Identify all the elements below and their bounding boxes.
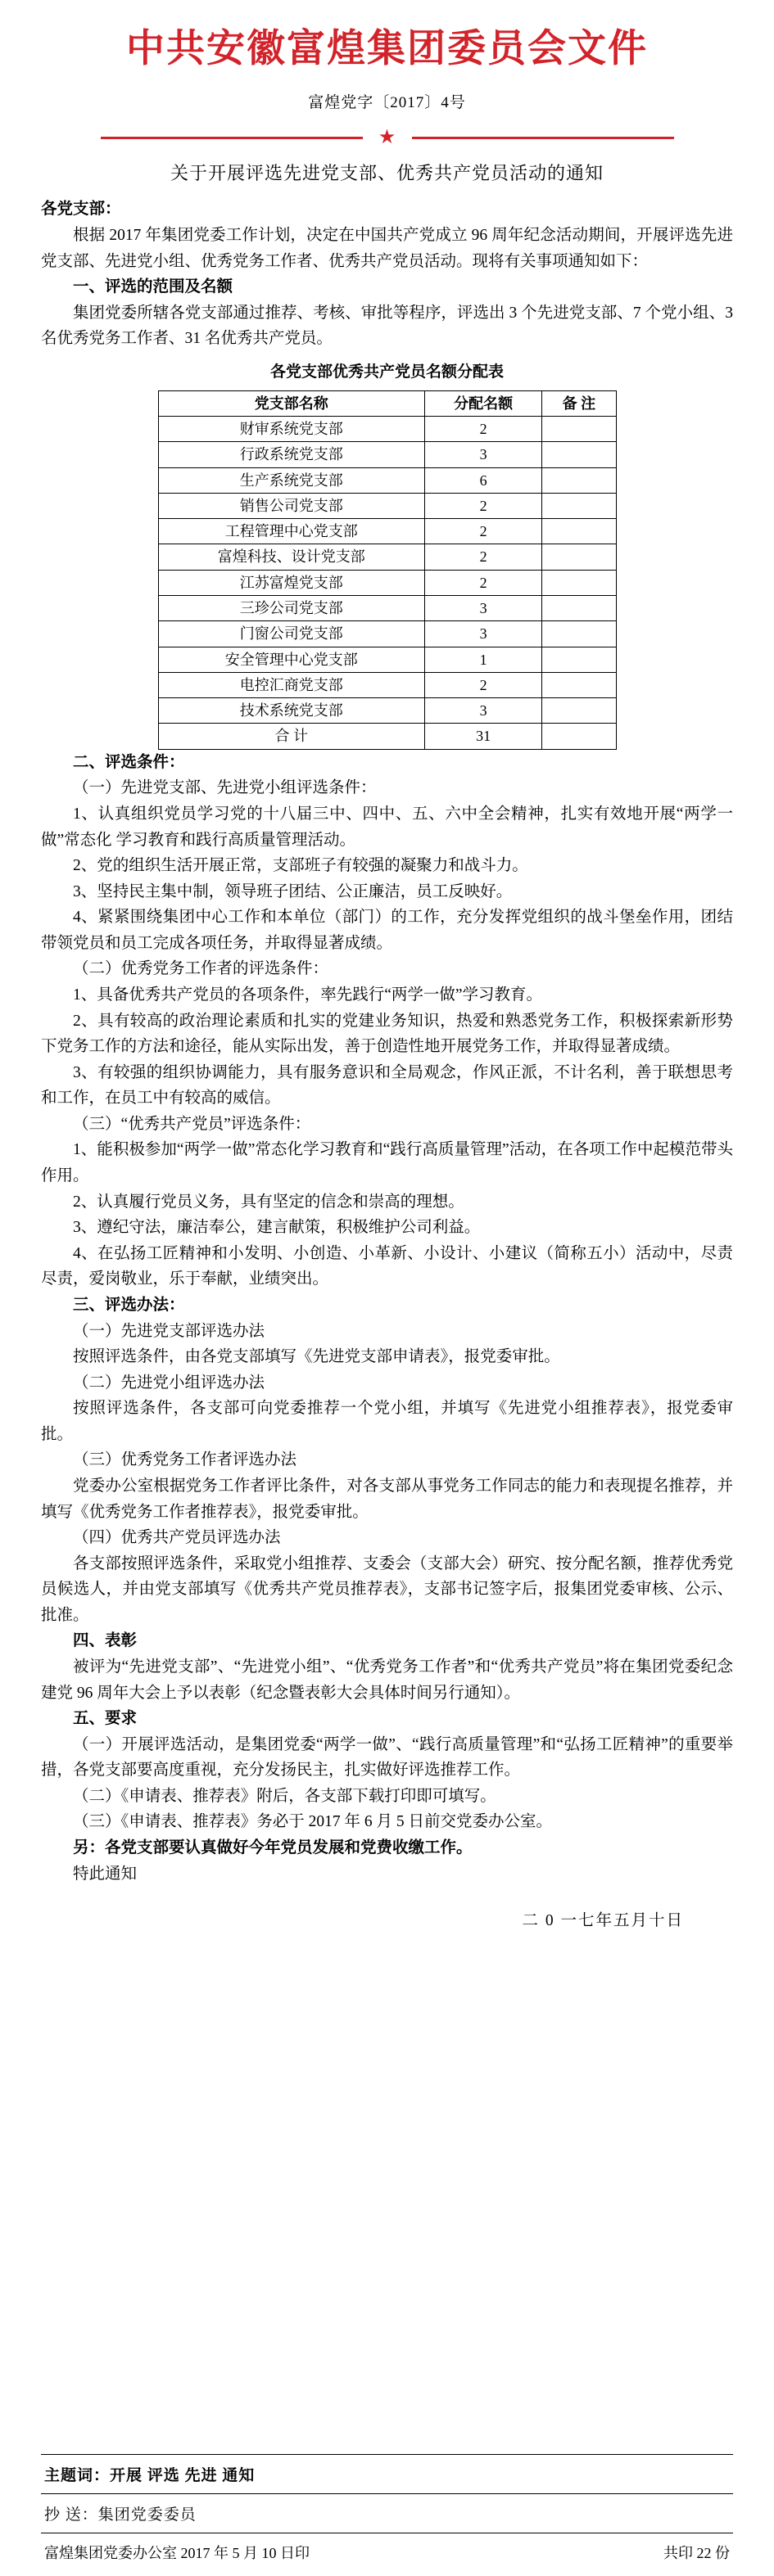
table-header-quota: 分配名额 bbox=[424, 390, 541, 416]
cell-quota: 2 bbox=[424, 416, 541, 441]
cell-total-note bbox=[542, 724, 616, 749]
section2-sub3-title: （三）“优秀共产党员”评选条件： bbox=[73, 1115, 311, 1133]
section5-item: （三）《申请表、推荐表》务必于 2017 年 6 月 5 日前交党委办公室。 bbox=[73, 1813, 553, 1831]
rule-line-left bbox=[101, 137, 363, 139]
footer-keywords: 主题词：开展 评选 先进 通知 bbox=[44, 2467, 256, 2484]
cell-quota: 2 bbox=[424, 570, 541, 595]
cell-quota: 1 bbox=[424, 647, 541, 672]
section2-title: 二、评选条件： bbox=[73, 753, 185, 771]
section5-item: （二）《申请表、推荐表》附后，各支部下载打印即可填写。 bbox=[73, 1787, 496, 1805]
document-number: 富煌党字〔2017〕4号 bbox=[308, 94, 466, 112]
cell-branch-name: 江苏富煌党支部 bbox=[158, 570, 424, 595]
cell-quota: 2 bbox=[424, 519, 541, 544]
table-row bbox=[158, 416, 616, 441]
issue-date: 二 0 一七年五月十日 bbox=[522, 1912, 684, 1930]
footer-issuer: 富煌集团党委办公室 2017 年 5 月 10 日印 bbox=[44, 2545, 310, 2561]
table-row bbox=[158, 442, 616, 467]
cell-note bbox=[542, 570, 616, 595]
section2-sub3-item: 2、认真履行党员义务，具有坚定的信念和崇高的理想。 bbox=[73, 1193, 464, 1211]
footer-divider-mid bbox=[41, 2493, 733, 2494]
table-row bbox=[158, 493, 616, 518]
section3-title: 三、评选办法： bbox=[73, 1296, 185, 1314]
star-icon: ★ bbox=[378, 127, 396, 149]
cell-quota: 3 bbox=[424, 596, 541, 621]
intro-paragraph: 根据 2017 年集团党委工作计划，决定在中国共产党成立 96 周年纪念活动期间，开展评选先进党支部、先进党小组、优秀党务工作者、优秀共产党员活动。现将有关事项通知如下： bbox=[41, 226, 733, 270]
cell-quota: 2 bbox=[424, 493, 541, 518]
table-row bbox=[158, 621, 616, 647]
table-row bbox=[158, 596, 616, 621]
allocation-table bbox=[158, 390, 617, 750]
section5-title: 五、要求 bbox=[73, 1710, 138, 1728]
section2-sub3-item: 3、遵纪守法，廉洁奉公，建言献策，积极维护公司利益。 bbox=[73, 1219, 481, 1237]
cell-total-label: 合 计 bbox=[158, 724, 424, 749]
cell-note bbox=[542, 467, 616, 493]
cell-branch-name: 生产系统党支部 bbox=[158, 467, 424, 493]
cell-note bbox=[542, 544, 616, 570]
table-row bbox=[158, 467, 616, 493]
footer-divider-top bbox=[41, 2454, 733, 2455]
document-subject: 关于开展评选先进党支部、优秀共产党员活动的通知 bbox=[170, 163, 604, 184]
section3-sub1-title: （一）先进党支部评选办法 bbox=[73, 1322, 265, 1340]
table-row bbox=[158, 519, 616, 544]
section2-sub3-item: 4、在弘扬工匠精神和小发明、小创造、小革新、小设计、小建议（简称五小）活动中，尽责尽责，爱岗敬业，乐于奉献，业绩突出。 bbox=[41, 1244, 733, 1288]
cell-branch-name: 行政系统党支部 bbox=[158, 442, 424, 467]
cell-branch-name: 安全管理中心党支部 bbox=[158, 647, 424, 672]
cell-branch-name: 财审系统党支部 bbox=[158, 416, 424, 441]
table-row bbox=[158, 544, 616, 570]
red-separator-rule bbox=[101, 129, 674, 147]
section2-sub2-title: （二）优秀党务工作者的评选条件： bbox=[73, 960, 329, 978]
cell-quota: 3 bbox=[424, 698, 541, 724]
document-footer bbox=[0, 2447, 774, 2576]
table-header-row bbox=[158, 390, 616, 416]
cell-branch-name: 电控汇商党支部 bbox=[158, 672, 424, 697]
section4-body: 被评为“先进党支部”、“先进党小组”、“优秀党务工作者”和“优秀共产党员”将在集团党委纪念建党 96 周年大会上予以表彰（纪念暨表彰大会具体时间另行通知）。 bbox=[41, 1658, 733, 1702]
document-content bbox=[41, 196, 733, 1933]
cell-note bbox=[542, 647, 616, 672]
section2-sub1-title: （一）先进党支部、先进党小组评选条件： bbox=[73, 779, 377, 797]
table-total-row bbox=[158, 724, 616, 749]
cell-note bbox=[542, 519, 616, 544]
cell-note bbox=[542, 442, 616, 467]
footer-copies: 共印 22 份 bbox=[663, 2545, 730, 2561]
cell-note bbox=[542, 621, 616, 647]
table-row bbox=[158, 698, 616, 724]
salutation: 各党支部： bbox=[41, 201, 121, 219]
section2-sub1-item: 1、认真组织党员学习党的十八届三中、四中、五、六中全会精神，扎实有效地开展“两学一做”常态化 学习教育和践行高质量管理活动。 bbox=[41, 805, 733, 849]
footer-copy-to: 抄 送：集团党委委员 bbox=[44, 2506, 197, 2524]
section5-item: （一）开展评选活动，是集团党委“两学一做”、“践行高质量管理”和“弘扬工匠精神”的重要举措，各党支部要高度重视，充分发扬民主，扎实做好评选推荐工作。 bbox=[41, 1735, 733, 1780]
cell-note bbox=[542, 416, 616, 441]
table-row bbox=[158, 570, 616, 595]
table-caption: 各党支部优秀共产党员名额分配表 bbox=[269, 363, 504, 381]
document-body bbox=[41, 26, 733, 1934]
cell-note bbox=[542, 672, 616, 697]
table-row bbox=[158, 672, 616, 697]
section2-sub3-item: 1、能积极参加“两学一做”常态化学习教育和“践行高质量管理”活动，在各项工作中起模范带头作用。 bbox=[41, 1141, 733, 1185]
section1-body: 集团党委所辖各党支部通过推荐、考核、审批等程序，评选出 3 个先进党支部、7 个党小组、3 名优秀党务工作者、31 名优秀共产党员。 bbox=[41, 304, 733, 348]
cell-quota: 6 bbox=[424, 467, 541, 493]
extra-note: 另：各党支部要认真做好今年党员发展和党费收缴工作。 bbox=[73, 1839, 473, 1857]
cell-branch-name: 工程管理中心党支部 bbox=[158, 519, 424, 544]
section2-sub1-item: 3、坚持民主集中制，领导班子团结、公正廉洁，员工反映好。 bbox=[73, 882, 513, 900]
section2-sub2-item: 1、具备优秀共产党员的各项条件，率先践行“两学一做”学习教育。 bbox=[73, 986, 543, 1004]
cell-quota: 3 bbox=[424, 621, 541, 647]
section2-sub2-item: 3、有较强的组织协调能力，具有服务意识和全局观念，作风正派，不计名利，善于联想思考和工作，在员工中有较高的威信。 bbox=[41, 1063, 733, 1108]
footer-issue-row bbox=[41, 2540, 733, 2565]
cell-quota: 3 bbox=[424, 442, 541, 467]
table-row bbox=[158, 647, 616, 672]
cell-quota: 2 bbox=[424, 672, 541, 697]
cell-branch-name: 三珍公司党支部 bbox=[158, 596, 424, 621]
section3-sub1-body: 按照评选条件，由各党支部填写《先进党支部申请表》，报党委审批。 bbox=[73, 1348, 560, 1366]
cell-note bbox=[542, 596, 616, 621]
cell-branch-name: 富煌科技、设计党支部 bbox=[158, 544, 424, 570]
cell-note bbox=[542, 698, 616, 724]
section3-sub4-body: 各支部按照评选条件，采取党小组推荐、支委会（支部大会）研究、按分配名额，推荐优秀党员候选人，并由党支部填写《优秀共产党员推荐表》，支部书记签字后，报集团党委审核、公示、批准。 bbox=[41, 1554, 733, 1624]
section3-sub3-body: 党委办公室根据党务工作者评比条件，对各支部从事党务工作同志的能力和表现提名推荐，并填写《优秀党务工作者推荐表》，报党委审批。 bbox=[41, 1477, 733, 1521]
table-header-note: 备 注 bbox=[542, 390, 616, 416]
section3-sub2-title: （二）先进党小组评选办法 bbox=[73, 1374, 265, 1392]
section3-sub2-body: 按照评选条件，各支部可向党委推荐一个党小组，并填写《先进党小组推荐表》，报党委审批。 bbox=[41, 1400, 733, 1443]
section4-title: 四、表彰 bbox=[73, 1632, 138, 1650]
section3-sub4-title: （四）优秀共产党员评选办法 bbox=[73, 1529, 281, 1547]
rule-line-right bbox=[412, 137, 674, 139]
cell-note bbox=[542, 493, 616, 518]
cell-branch-name: 门窗公司党支部 bbox=[158, 621, 424, 647]
cell-quota: 2 bbox=[424, 544, 541, 570]
document-title: 中共安徽富煌集团委员会文件 bbox=[126, 28, 648, 70]
section2-sub1-item: 4、紧紧围绕集团中心工作和本单位（部门）的工作，充分发挥党组织的战斗堡垒作用，团结带领党员和员工完成各项任务，并取得显著成绩。 bbox=[41, 909, 733, 952]
section2-sub2-item: 2、具有较高的政治理论素质和扎实的党建业务知识，热爱和熟悉党务工作，积极探索新形势下党务工作的方法和途径，能从实际出发，善于创造性地开展党务工作，并取得显著成绩。 bbox=[41, 1012, 733, 1056]
section1-title: 一、评选的范围及名额 bbox=[73, 278, 233, 296]
section2-sub1-item: 2、党的组织生活开展正常，支部班子有较强的凝聚力和战斗力。 bbox=[73, 857, 528, 875]
cell-branch-name: 销售公司党支部 bbox=[158, 493, 424, 518]
closing-line: 特此通知 bbox=[73, 1865, 138, 1883]
cell-branch-name: 技术系统党支部 bbox=[158, 698, 424, 724]
cell-total-value: 31 bbox=[424, 724, 541, 749]
table-header-name: 党支部名称 bbox=[158, 390, 424, 416]
section3-sub3-title: （三）优秀党务工作者评选办法 bbox=[73, 1451, 297, 1469]
